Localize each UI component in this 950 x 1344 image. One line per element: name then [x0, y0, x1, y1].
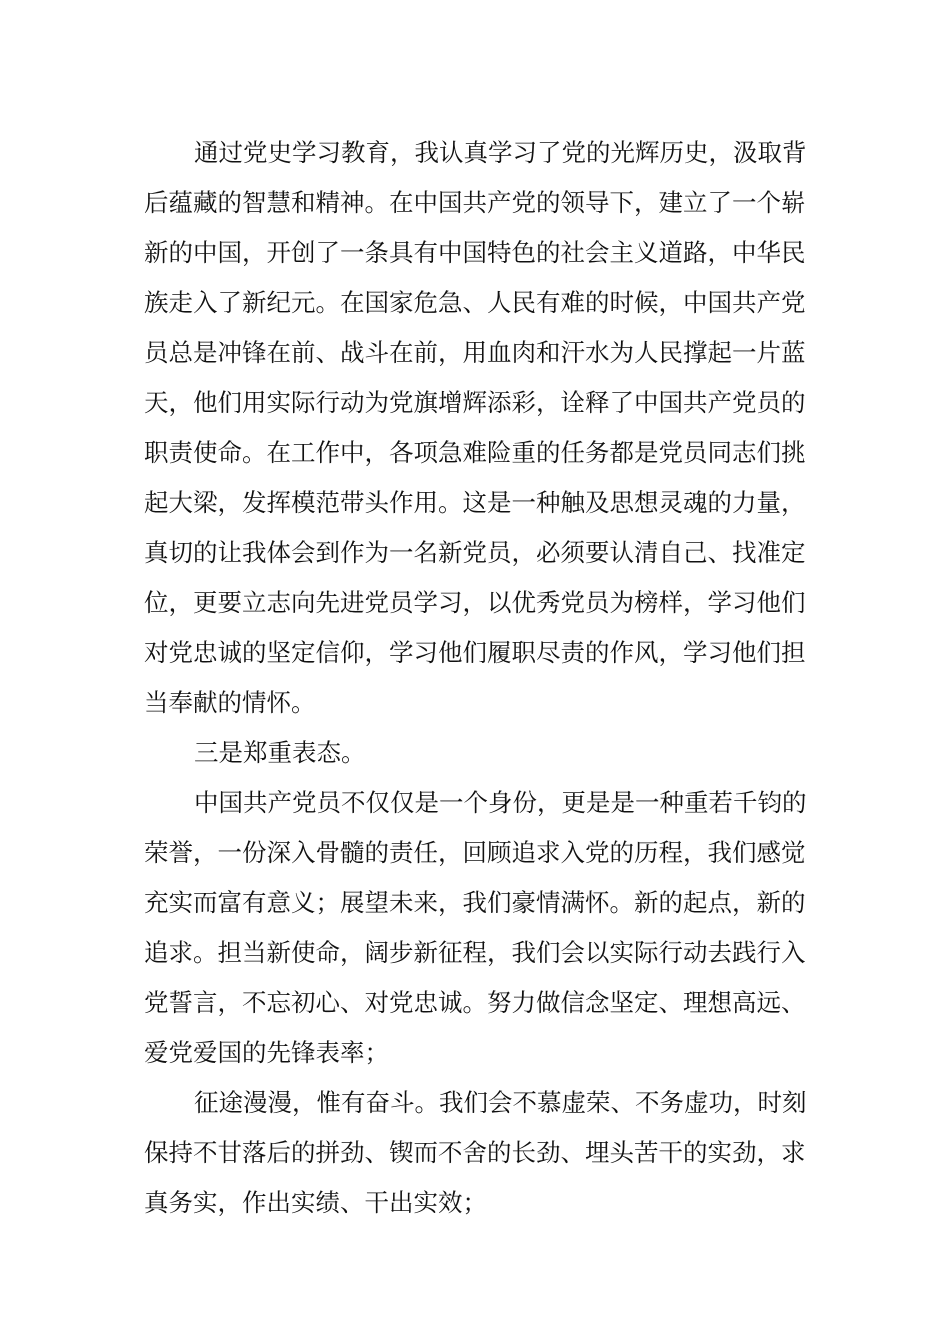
text-line: 当奉献的情怀。 [144, 688, 316, 717]
text-line: 通过党史学习教育，我认真学习了党的光辉历史，汲取背 [194, 138, 807, 167]
text-line: 中国共产党员不仅仅是一个身份，更是是一种重若千钧的 [194, 788, 807, 817]
text-line: 位，更要立志向先进党员学习，以优秀党员为榜样，学习他们 [144, 588, 806, 617]
text-line: 天，他们用实际行动为党旗增辉添彩，诠释了中国共产党员的 [144, 388, 806, 417]
paragraph-2-heading [144, 728, 806, 778]
text-line: 新的中国，开创了一条具有中国特色的社会主义道路，中华民 [144, 238, 806, 267]
text-line: 员总是冲锋在前、战斗在前，用血肉和汗水为人民撑起一片蓝 [144, 338, 806, 367]
text-line: 征途漫漫，惟有奋斗。我们会不慕虚荣、不务虚功，时刻 [194, 1088, 807, 1117]
text-line: 爱党爱国的先锋表率； [144, 1038, 389, 1067]
text-line: 真务实，作出实绩、干出实效； [144, 1188, 487, 1217]
document-body [144, 128, 806, 1228]
paragraph-4 [144, 1078, 806, 1228]
text-line: 追求。担当新使命，阔步新征程，我们会以实际行动去践行入 [144, 938, 806, 967]
text-line: 对党忠诚的坚定信仰，学习他们履职尽责的作风，学习他们担 [144, 638, 806, 667]
section-heading: 三是郑重表态。 [194, 738, 366, 767]
text-line: 后蕴藏的智慧和精神。在中国共产党的领导下，建立了一个崭 [144, 188, 806, 217]
text-line: 真切的让我体会到作为一名新党员，必须要认清自己、找准定 [144, 538, 806, 567]
text-line: 职责使命。在工作中，各项急难险重的任务都是党员同志们挑 [144, 438, 806, 467]
paragraph-3 [144, 778, 806, 1078]
text-line: 充实而富有意义；展望未来，我们豪情满怀。新的起点，新的 [144, 888, 806, 917]
text-line: 起大梁，发挥模范带头作用。这是一种触及思想灵魂的力量， [144, 488, 806, 517]
text-line: 党誓言，不忘初心、对党忠诚。努力做信念坚定、理想高远、 [144, 988, 806, 1017]
text-line: 荣誉，一份深入骨髓的责任，回顾追求入党的历程，我们感觉 [144, 838, 806, 867]
paragraph-1 [144, 128, 806, 728]
text-line: 保持不甘落后的拼劲、锲而不舍的长劲、埋头苦干的实劲，求 [144, 1138, 806, 1167]
text-line: 族走入了新纪元。在国家危急、人民有难的时候，中国共产党 [144, 288, 806, 317]
